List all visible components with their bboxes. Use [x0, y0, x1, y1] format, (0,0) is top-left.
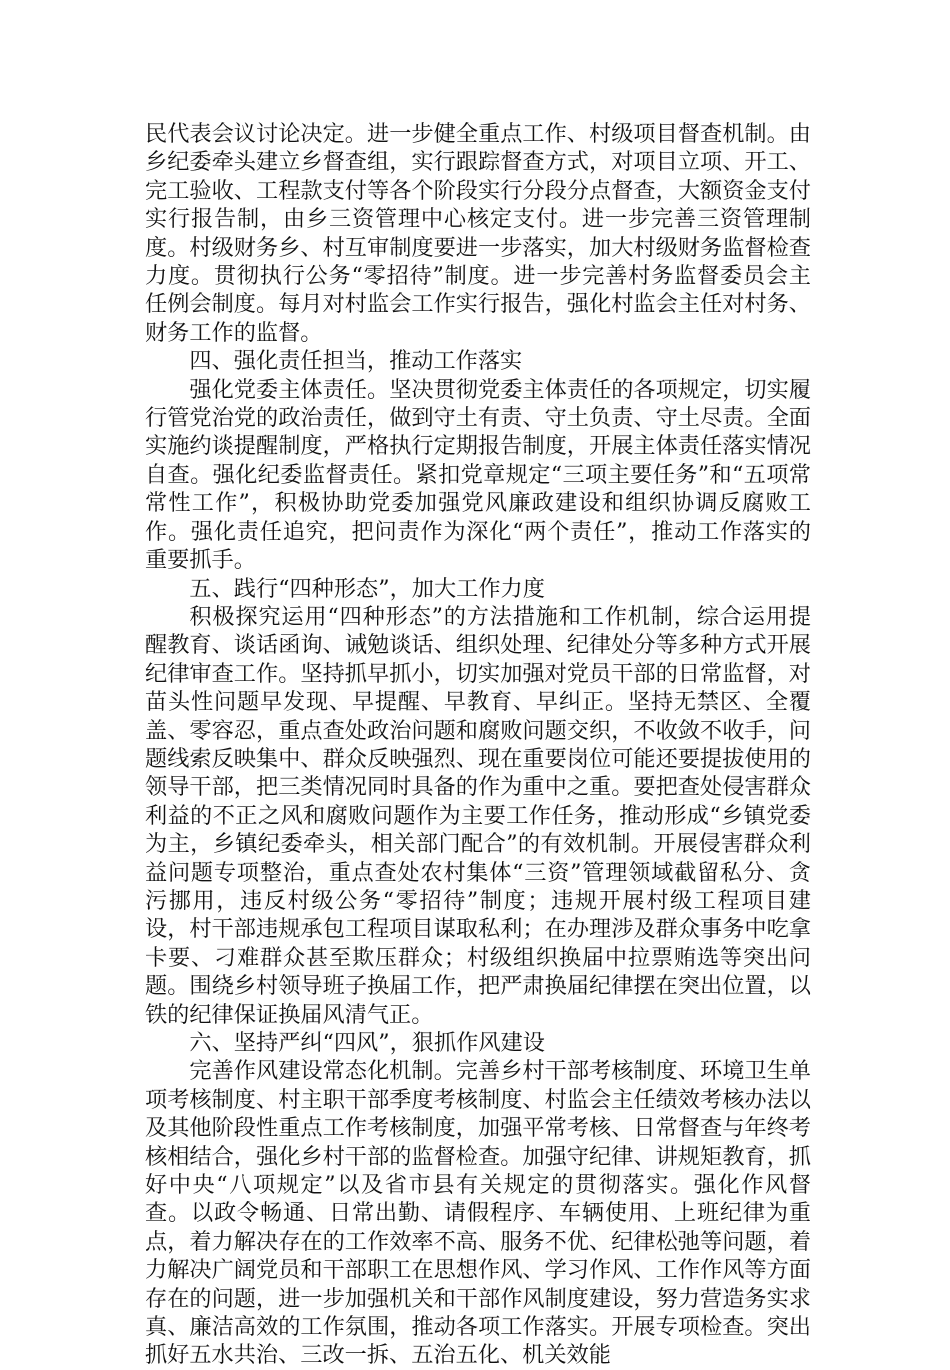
section-heading-6: 六、坚持严纠“四风”，狠抓作风建设: [189, 1030, 545, 1056]
section-heading-5: 五、践行“四种形态”，加大工作力度: [189, 575, 545, 602]
paragraph-four-forms: 积极探究运用“四种形态”的方法措施和工作机制，综合运用提醒教育、谈话函询、诫勉谈话、组织处理、纪律处分等多种方式开展纪律审查工作。坚持抓早抓小，切实加强对党员干部的日常监督，对苗头性问题早发现、早提醒、早教育、早纠正。坚持无禁区、全覆盖、零容忍，重点查处政治问题和腐败问题交织，不收敛不收手，问题线索反映集中、群众反映强烈、现在重要岗位可能还要提拔使用的领导干部，把三类情况同时具备的作为重中之重。要把查处侵害群众利益的不正之风和腐败问题作为主要工作任务，推动形成“乡镇党委为主，乡镇纪委牵头，相关部门配合”的有效机制。开展侵害群众利益问题专项整治，重点查处农村集体“三资”管理领域截留私分、贪污挪用，违反村级公务“零招待”制度；违规开展村级工程项目建设，村干部违规承包工程项目谋取私利；在办理涉及群众事务中吃拿卡要、刁难群众甚至欺压群众；村级组织换届中拉票贿选等突出问题。围绕乡村领导班子换届工作，把严肃换届纪律摆在突出位置，以铁的纪律保证换届风清气正。: [145, 603, 811, 1028]
paragraph-work-style: 完善作风建设常态化机制。完善乡村干部考核制度、环境卫生单项考核制度、村主职干部季度考核制度、村监会主任绩效考核办法以及其他阶段性重点工作考核制度，加强平常考核、日常督查与年终考核相结合，强化乡村干部的监督检查。加强守纪律、讲规矩教育，抓好中央“八项规定”以及省市县有关规定的贯彻落实。强化作风督查。以政令畅通、日常出勤、请假程序、车辆使用、上班纪律为重点，着力解决存在的工作效率不高、服务不优、纪律松弛等问题，着力解决广阔党员和干部职工在思想作风、学习作风、工作作风等方面存在的问题，进一步加强机关和干部作风制度建设，努力营造务实求真、廉洁高效的工作氛围，推动各项工作落实。开展专项检查。突出抓好五水共治、三改一拆、五治五化、机关效能: [145, 1058, 811, 1369]
paragraph-village-supervision: 民代表会议讨论决定。进一步健全重点工作、村级项目督查机制。由乡纪委牵头建立乡督查组，实行跟踪督查方式，对项目立项、开工、完工验收、工程款支付等各个阶段实行分段分点督查，大额资金支付实行报告制，由乡三资管理中心核定支付。进一步完善三资管理制度。村级财务乡、村互审制度要进一步落实，加大村级财务监督检查力度。贯彻执行公务“零招待”制度。进一步完善村务监督委员会主任例会制度。每月对村监会工作实行报告，强化村监会主任对村务、财务工作的监督。: [145, 121, 811, 346]
section-heading-4: 四、强化责任担当，推动工作落实: [189, 348, 523, 375]
paragraph-responsibility: 强化党委主体责任。坚决贯彻党委主体责任的各项规定，切实履行管党治党的政治责任，做到守土有责、守土负责、守土尽责。全面实施约谈提醒制度，严格执行定期报告制度，开展主体责任落实情况自查。强化纪委监督责任。紧扣党章规定“三项主要任务”和“五项常常性工作”，积极协助党委加强党风廉政建设和组织协调反腐败工作。强化责任追究，把问责作为深化“两个责任”，推动工作落实的重要抓手。: [145, 376, 811, 574]
document-page: [145, 120, 811, 1370]
